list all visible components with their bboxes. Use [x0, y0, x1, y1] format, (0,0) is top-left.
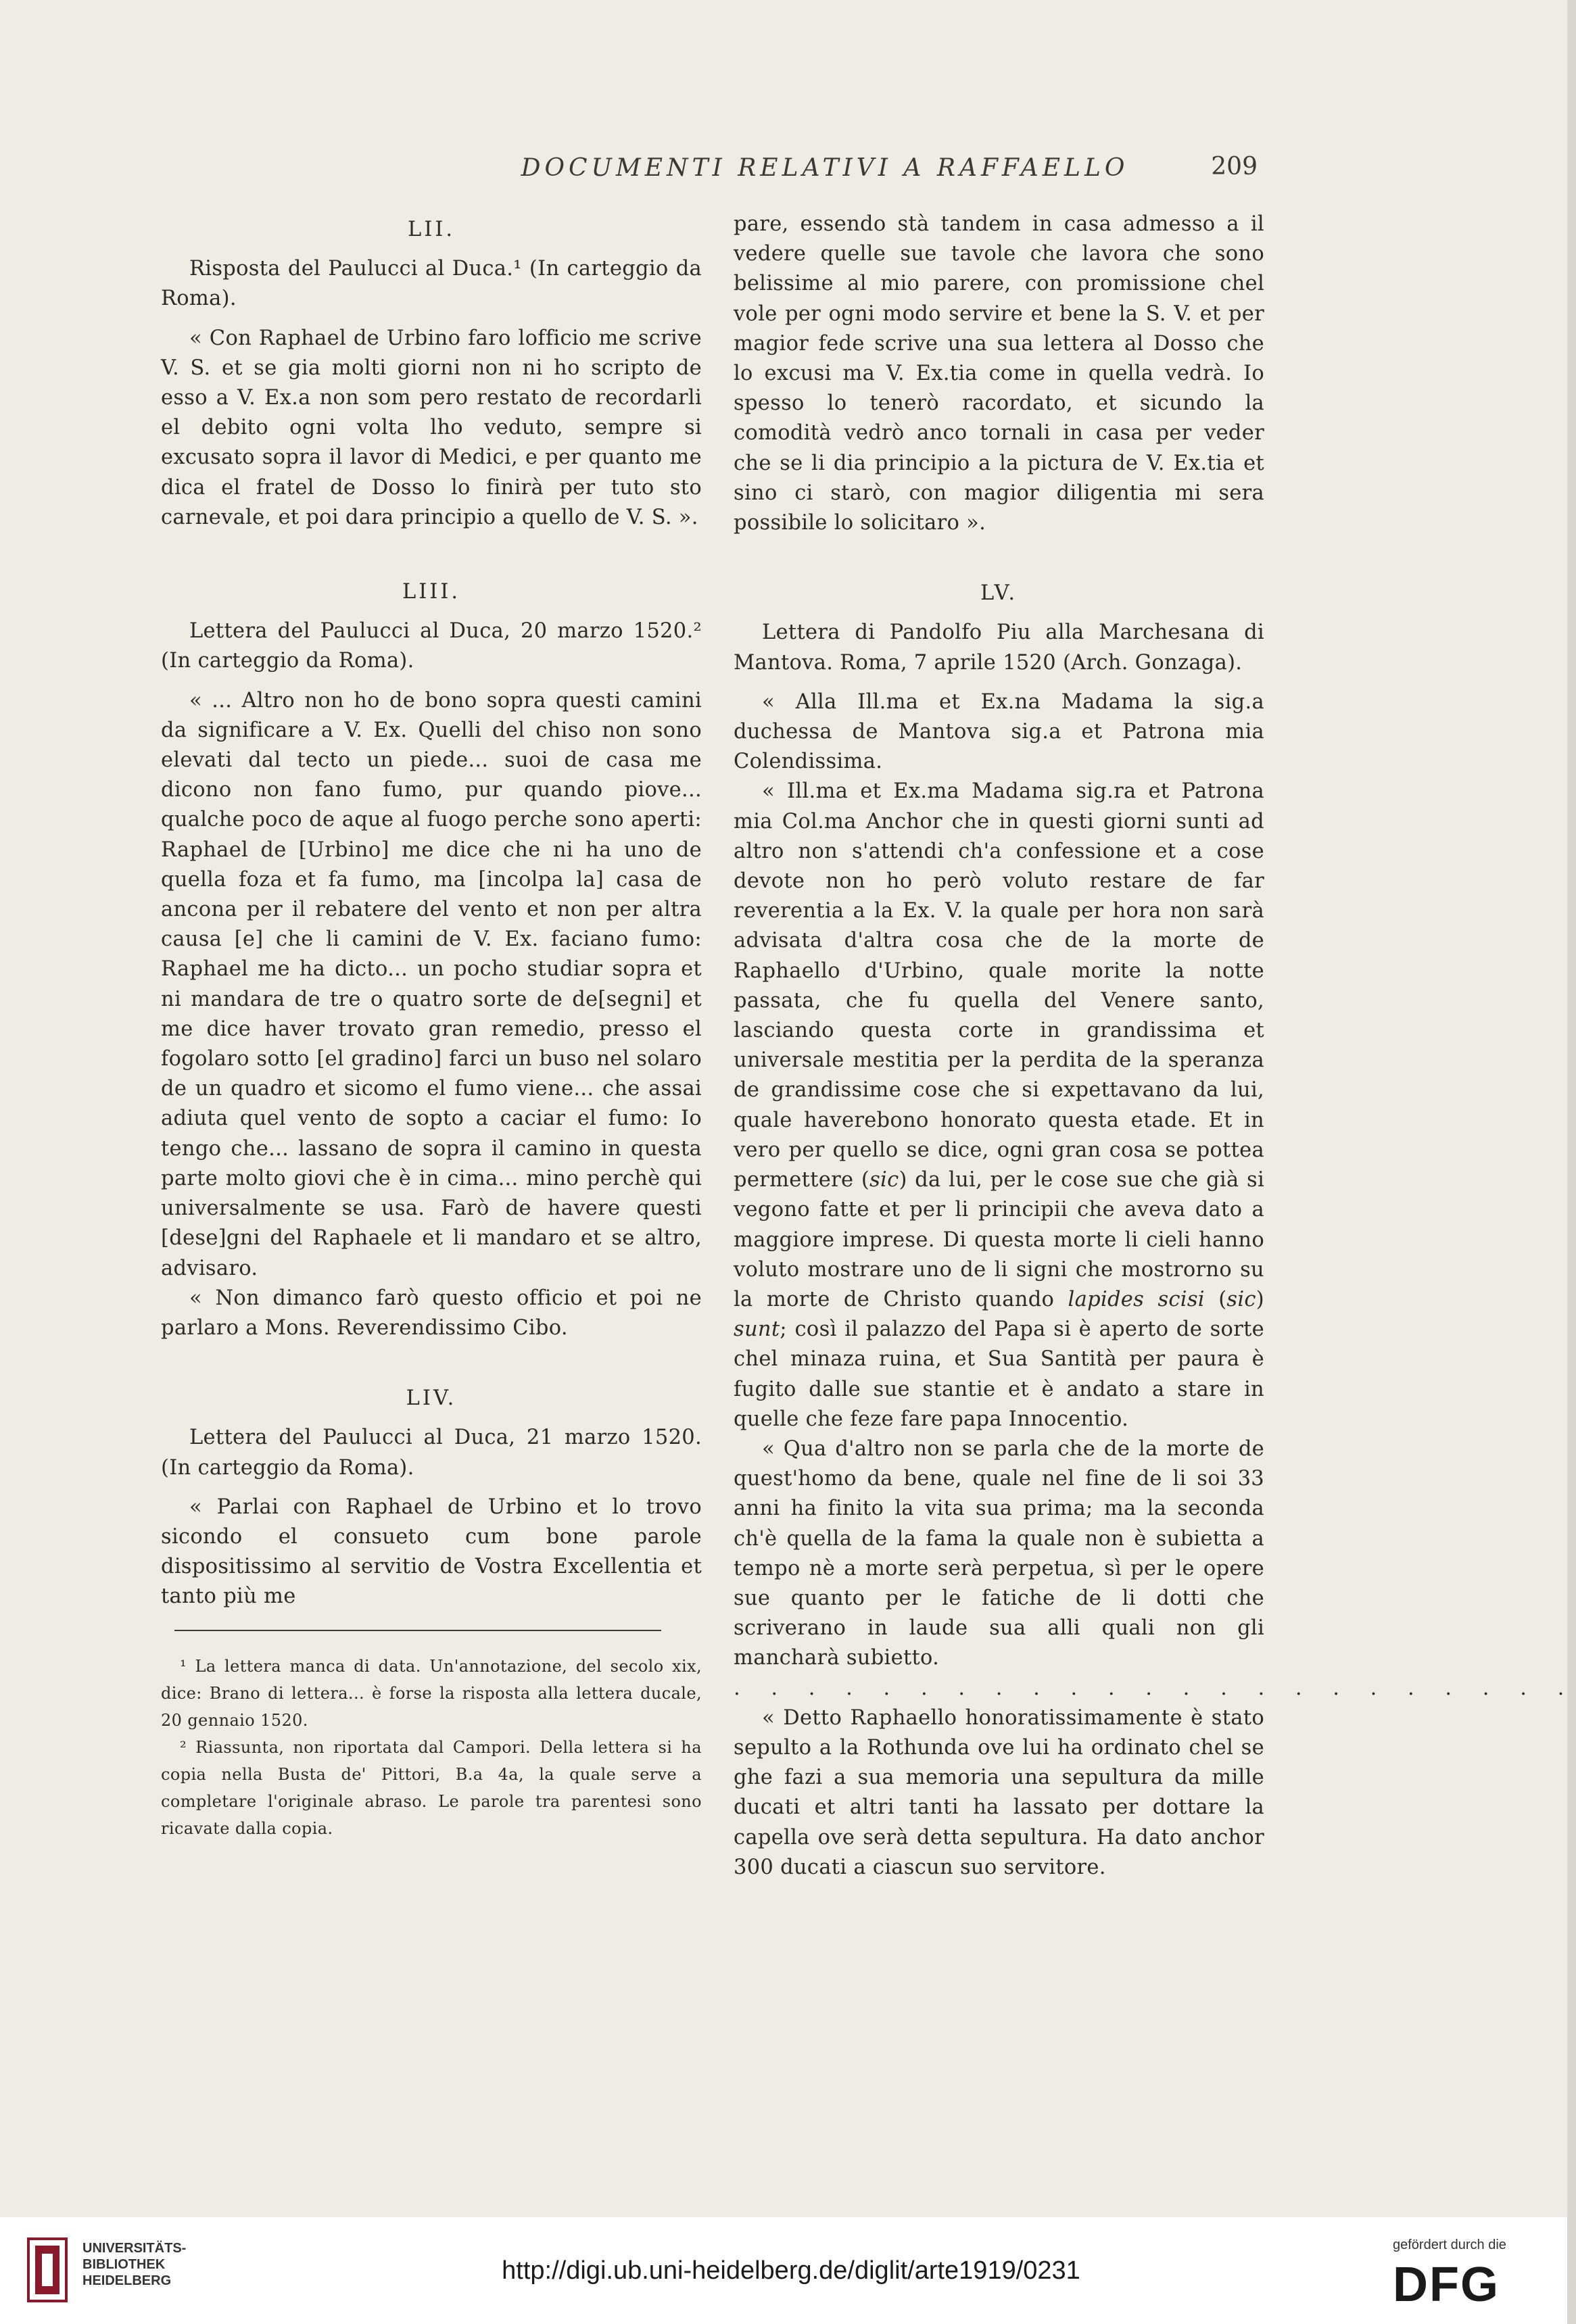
document-heading-liii: LIII. [402, 580, 461, 604]
document-intro-liii: Lettera del Paulucci al Duca, 20 marzo 1520.² (In carteggio da Roma). [161, 619, 702, 673]
running-title: DOCUMENTI RELATIVI A RAFFAELLO [521, 154, 1129, 182]
left-column [161, 215, 702, 1842]
footnotes [161, 1653, 702, 1842]
document-text-lv-1: « Ill.ma et Ex.ma Madama sig.ra et Patrona mia Col.ma Anchor che in questi giorni sunti ad altro non s'attendi ch'a confessione et a cose devote non ho però voluto restare de far reverentia a la Ex. V. la quale per hora non sarà advisata d'altra cosa che de la morte de Raphaello d'Urbino, quale morite la notte passata, che fu quella del Venere santo, lasciando questa corte in grandissima et universale mestitia per la perdita de la speranza de grandissime cose che si expettavano da lui, quale haverebono honorato questa etade. Et in vero per quello se dice, ogni gran cosa se pottea permettere (sic) da lui, per le cose sue che già si vegono fatte et per li principii che aveva dato a maggiore imprese. Di questa morte li cieli hanno voluto mostrare uno de li signi che mostrorno su la morte de Christo quando lapides scisi (sic) sunt; così il palazzo del Papa si è aperto de sorte chel minaza ruina, et Sua Santità per paura è fugito dalle sue stantie et è andato a stare in quelle che feze fare papa Innocentio. [734, 779, 1264, 1431]
document-heading-liv: LIV. [406, 1386, 457, 1411]
document-text-liv-continued: pare, essendo stà tandem in casa admesso a il vedere quelle sue tavole che lavora che sono belissime al mio parere, con promissione chel vole per ogni modo servire et bene la S. V. et per magior fede scrive una sua lettera al Dosso che lo excusi ma V. Ex.tia come in quella vedrà. Io spesso lo tenerò racordato, et sicundo la comodità vedrò anco tornali in casa per veder che se li dia principio a la pictura de V. Ex.tia et sino ci starò, con magior diligentia mi sera possibile lo solicitaro ». [734, 212, 1264, 535]
footnote-1: ¹ La lettera manca di data. Un'annotazione, del secolo xix, dice: Brano di lettera... è forse la risposta alla lettera ducale, 20 gennaio 1520. [161, 1656, 702, 1730]
institution-name: UNIVERSITÄTS- BIBLIOTHEK HEIDELBERG [82, 2241, 187, 2288]
document-intro-lv: Lettera di Pandolfo Piu alla Marchesana di Mantova. Roma, 7 aprile 1520 (Arch. Gonzaga). [734, 621, 1264, 675]
footnote-rule [174, 1630, 661, 1631]
document-intro-lii: Risposta del Paulucci al Duca.¹ (In carteggio da Roma). [161, 257, 702, 311]
university-seal-icon [26, 2236, 69, 2304]
document-text-lii: « Con Raphael de Urbino faro lofficio me scrive V. S. et se gia molti giorni non ni ho scripto de esso a V. Ex.a non som pero restato de recordarli el debito ogni volta lho veduto, sempre si excusato sopra il lavor di Medici, e per quanto me dica el fratel de Dosso lo finirà per tuto sto carnevale, et poi dara principio a quello de V. S. ». [161, 326, 702, 529]
document-text-liii-2: « Non dimanco farò questo officio et poi ne parlaro a Mons. Reverendissimo Cibo. [161, 1286, 702, 1340]
footnote-2: ² Riassunta, non riportata dal Campori. Della lettera si ha copia nella Busta de' Pittori, B.a 4a, la quale serve a completare l'originale abraso. Le parole tra parentesi sono ricavate dalla copia. [161, 1737, 702, 1838]
document-text-lv-2: « Qua d'altro non se parla che de la morte de quest'homo da bene, quale nel fine de li soi 33 anni ha finito la vita sua prima; ma la seconda ch'è quella de la fama la quale non è subietta a tempo nè a morte serà perpetua, sì per le opere sue quanto per le fatiche de li dotti che scriverano in laude sua alli quali non gli mancharà subietto. [734, 1436, 1264, 1670]
document-heading-lv: LV. [980, 581, 1018, 606]
dfg-logo: DFG [1393, 2258, 1500, 2312]
digitization-footer [0, 2217, 1567, 2324]
document-heading-lii: LII. [407, 218, 456, 241]
ellipsis-dots: . . . . . . . . . . . . . . . . . . . . . . . [734, 1676, 1576, 1700]
document-intro-liv: Lettera del Paulucci al Duca, 21 marzo 1520. (In carteggio da Roma). [161, 1426, 702, 1480]
right-column [734, 210, 1576, 1883]
document-text-liii: « ... Altro non ho de bono sopra questi camini da significare a V. Ex. Quelli del chiso non sono elevati dal tecto un piede... suoi de casa me dicono non fano fumo, pur quando piove... qualche poco de aque al fuogo perche sono aperti: Raphael de [Urbino] me dice che ni ha uno de quella foza et fa fumo, ma [incolpa la] casa de ancona per il rebatere del vento et non per altra causa [e] che li camini de V. Ex. faciano fumo: Raphael me ha dicto... un pocho studiar sopra et ni mandara de tre o quatro sorte de de[segni] et me dice haver trovato gran remedio, presso el fogolaro sotto [el gradino] farci un buso nel solaro de un quadro et sicomo el fumo viene... che assai adiuta quel vento de sopto a caciar el fumo: Io tengo che... lassano de sopra il camino in questa parte molto giovi che è in cima... mino perchè qui universalmente se usa. Farò de havere questi [dese]gni del Raphaele et li mandaro et se altro, advisaro. [161, 688, 702, 1280]
page-number: 209 [1211, 153, 1258, 180]
permalink-url[interactable]: http://digi.ub.uni-heidelberg.de/diglit/arte1919/0231 [502, 2256, 1080, 2285]
funding-note: gefördert durch die [1393, 2237, 1506, 2252]
document-text-lv-3: « Detto Raphaello honoratissimamente è stato sepulto a la Rothunda ove lui ha ordinato chel se ghe fazi a sua memoria una sepultura da mille ducati et altri tanti ha lassato per dottare la capella ove serà detta sepultura. Ha dato anchor 300 ducati a ciascun suo servitore. [734, 1705, 1264, 1879]
letter-address-lv: « Alla Ill.ma et Ex.na Madama la sig.a duchessa de Mantova sig.a et Patrona mia Colendissima. [734, 689, 1264, 774]
document-text-liv: « Parlai con Raphael de Urbino et lo trovo sicondo el consueto cum bone parole dispositissimo al servitio de Vostra Excellentia et tanto più me [161, 1495, 702, 1609]
